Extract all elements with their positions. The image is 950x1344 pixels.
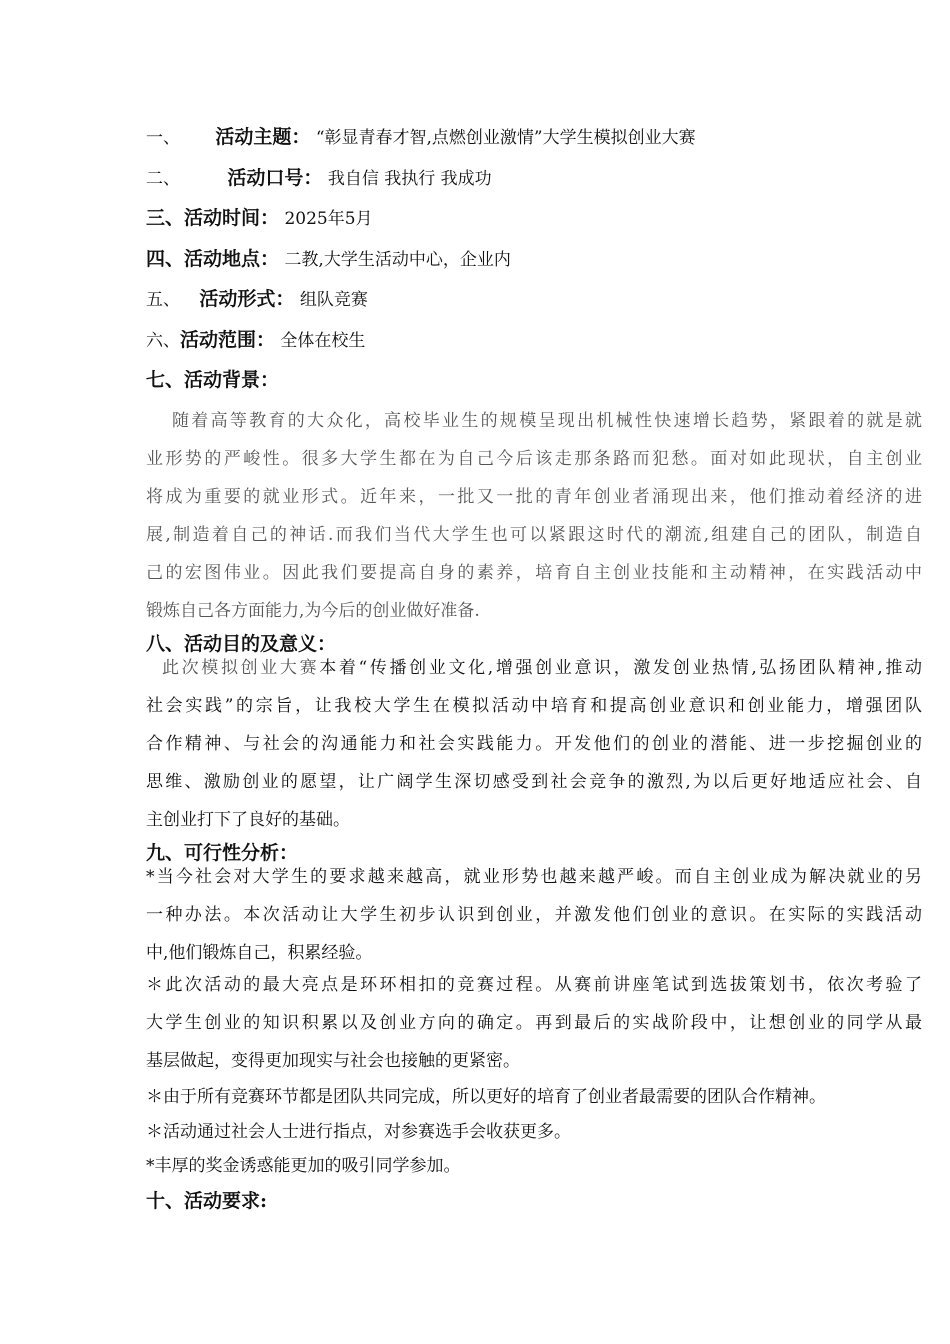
purpose-lead: 此次模拟创业大赛 bbox=[162, 658, 320, 678]
item-label: 活动主题： bbox=[215, 126, 311, 148]
item-format bbox=[146, 289, 368, 310]
paragraph-line: 合作精神、与社会的沟通能力和社会实践能力。开发他们的创业的潜能、进一步挖掘创业的 bbox=[146, 734, 922, 754]
item-label: 活动形式： bbox=[199, 288, 295, 310]
item-value: 组队竞赛 bbox=[299, 290, 368, 310]
item-label: 活动地点： bbox=[184, 248, 280, 270]
item-value: 2025年5月 bbox=[284, 209, 373, 229]
item-location bbox=[146, 249, 511, 270]
paragraph-line: 随着高等教育的大众化，高校毕业生的规模呈现出机械性快速增长趋势，紧跟着的就是就 bbox=[172, 411, 922, 431]
item-time bbox=[146, 208, 373, 229]
item-value: 二教,大学生活动中心，企业内 bbox=[284, 250, 511, 270]
paragraph-line: 中,他们锻炼自己，积累经验。 bbox=[146, 943, 373, 963]
paragraph-line: ＊此次活动的最大亮点是环环相扣的竞赛过程。从赛前讲座笔试到选拔策划书，依次考验了 bbox=[146, 975, 922, 995]
feasibility-point-3: ＊由于所有竞赛环节都是团队共同完成，所以更好的培育了创业者最需要的团队合作精神。 bbox=[146, 1087, 826, 1107]
paragraph-line: 锻炼自己各方面能力,为今后的创业做好准备. bbox=[146, 601, 480, 621]
item-value: “彰显青春才智,点燃创业激情”大学生模拟创业大赛 bbox=[315, 128, 696, 148]
paragraph-line: 一种办法。本次活动让大学生初步认识到创业，并激发他们创业的意识。在实际的实践活动 bbox=[146, 905, 922, 925]
feasibility-point-2 bbox=[146, 971, 922, 1085]
item-label: 活动时间： bbox=[184, 207, 280, 229]
item-theme bbox=[146, 127, 696, 148]
section-heading-feasibility: 九、可行性分析： bbox=[146, 842, 299, 864]
paragraph-line: 业形势的严峻性。很多大学生都在为自己今后该走那条路而犯愁。面对如此现状，自主创业 bbox=[146, 449, 922, 469]
item-label: 活动口号： bbox=[227, 167, 323, 189]
section-heading-purpose: 八、活动目的及意义： bbox=[146, 633, 337, 655]
paragraph-line: 将成为重要的就业形式。近年来，一批又一批的青年创业者涌现出来，他们推动着经济的进 bbox=[146, 487, 922, 507]
item-number: 五、 bbox=[146, 290, 180, 310]
feasibility-point-1 bbox=[146, 863, 922, 977]
purpose-paragraph bbox=[146, 654, 922, 844]
item-number: 三、 bbox=[146, 207, 185, 229]
paragraph-line: 展,制造着自己的神话.而我们当代大学生也可以紧跟这时代的潮流,组建自己的团队，制造自 bbox=[146, 525, 922, 545]
section-heading-background: 七、活动背景： bbox=[146, 369, 280, 391]
paragraph-line: 己的宏图伟业。因此我们要提高自身的素养，培育自主创业技能和主动精神，在实践活动中 bbox=[146, 563, 922, 583]
paragraph-line: 思维、激励创业的愿望，让广阔学生深切感受到社会竞争的激烈,为以后更好地适应社会、自 bbox=[146, 772, 922, 792]
feasibility-point-4: ＊活动通过社会人士进行指点，对参赛选手会收获更多。 bbox=[146, 1122, 571, 1142]
feasibility-point-5: *丰厚的奖金诱惑能更加的吸引同学参加。 bbox=[146, 1156, 461, 1176]
item-value: 我自信 我执行 我成功 bbox=[327, 169, 492, 189]
paragraph-line bbox=[146, 654, 922, 692]
item-label: 活动范围： bbox=[180, 329, 276, 351]
item-number: 二、 bbox=[146, 169, 180, 189]
paragraph-line: 主创业打下了良好的基础。 bbox=[146, 810, 350, 830]
paragraph-line: 社会实践”的宗旨，让我校大学生在模拟活动中培育和提高创业意识和创业能力，增强团队 bbox=[146, 696, 922, 716]
item-slogan bbox=[146, 168, 492, 189]
purpose-lead-rest: 本着“传播创业文化,增强创业意识，激发创业热情,弘扬团队精神,推动 bbox=[319, 658, 922, 678]
item-number: 一、 bbox=[146, 128, 180, 148]
item-value: 全体在校生 bbox=[280, 331, 366, 351]
section-heading-requirements: 十、活动要求: bbox=[146, 1190, 268, 1212]
item-number: 四、 bbox=[146, 248, 185, 270]
item-number: 六、 bbox=[146, 331, 180, 351]
paragraph-line: *当今社会对大学生的要求越来越高，就业形势也越来越严峻。而自主创业成为解决就业的另 bbox=[146, 867, 922, 887]
paragraph-line: 基层做起，变得更加现实与社会也接触的更紧密。 bbox=[146, 1051, 520, 1071]
paragraph-line: 大学生创业的知识积累以及创业方向的确定。再到最后的实战阶段中，让想创业的同学从最 bbox=[146, 1013, 922, 1033]
background-paragraph bbox=[146, 407, 922, 635]
item-scope bbox=[146, 330, 365, 351]
